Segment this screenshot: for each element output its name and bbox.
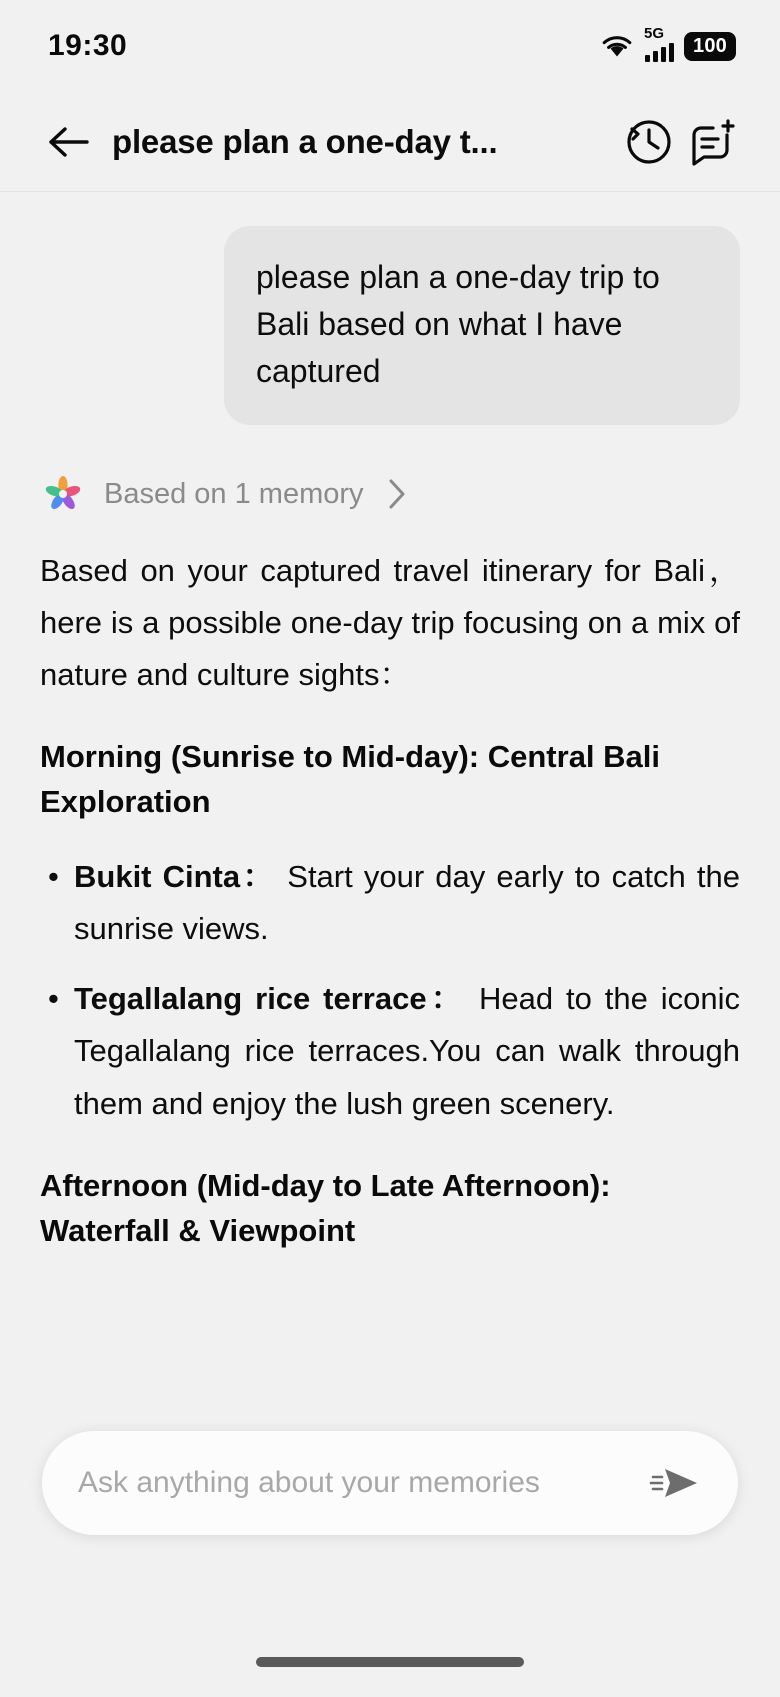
morning-bullet-list bbox=[40, 851, 740, 1129]
bullet-text: Head to the iconic Tegallalang rice terraces.You can walk through them and enjoy the lush green scenery. bbox=[74, 981, 740, 1121]
status-bar bbox=[0, 0, 780, 92]
chevron-right-icon[interactable] bbox=[386, 477, 408, 511]
section-heading-afternoon: Afternoon (Mid-day to Late Afternoon): Waterfall & Viewpoint bbox=[40, 1167, 611, 1248]
home-indicator[interactable] bbox=[256, 1657, 524, 1667]
network-type-label: 5G bbox=[644, 25, 665, 42]
wifi-icon bbox=[600, 33, 634, 59]
battery-icon: 100 bbox=[684, 32, 736, 61]
back-button[interactable] bbox=[40, 114, 96, 170]
clock-history-icon bbox=[624, 117, 674, 167]
new-chat-icon bbox=[685, 117, 737, 167]
send-arrow-icon bbox=[649, 1461, 705, 1505]
section-heading-morning: Morning (Sunrise to Mid-day): Central Bali Exploration bbox=[40, 739, 661, 820]
memory-source-chip[interactable] bbox=[40, 471, 740, 517]
search-input[interactable] bbox=[78, 1466, 646, 1500]
composer-bar[interactable] bbox=[42, 1431, 738, 1535]
user-message-row bbox=[40, 226, 740, 425]
bullet-title: Tegallalang rice terrace： bbox=[74, 981, 467, 1017]
assistant-answer bbox=[40, 545, 740, 1299]
new-chat-button[interactable] bbox=[680, 111, 742, 173]
bullet-text: Start your day early to catch the sunrise views. bbox=[74, 859, 740, 947]
bullet-title: Bukit Cinta： bbox=[74, 859, 277, 895]
status-time: 19:30 bbox=[48, 29, 128, 62]
user-message-bubble: please plan a one-day trip to Bali based on what I have captured bbox=[224, 226, 740, 425]
memory-source-label: Based on 1 memory bbox=[104, 477, 364, 510]
status-icons bbox=[600, 25, 736, 62]
signal-bars bbox=[645, 43, 674, 62]
page-title: please plan a one-day t... bbox=[112, 122, 498, 160]
list-item bbox=[40, 851, 740, 955]
cellular-signal-icon bbox=[644, 25, 674, 62]
send-button[interactable] bbox=[646, 1455, 708, 1511]
app-bar bbox=[0, 92, 780, 192]
arrow-left-icon bbox=[46, 125, 90, 159]
history-button[interactable] bbox=[618, 111, 680, 173]
answer-intro: Based on your captured travel itinerary for Bali，here is a possible one-day trip focusing on a mix of nature and culture sights： bbox=[40, 553, 740, 693]
list-item bbox=[40, 973, 740, 1129]
memory-sparkle-icon bbox=[40, 471, 86, 517]
